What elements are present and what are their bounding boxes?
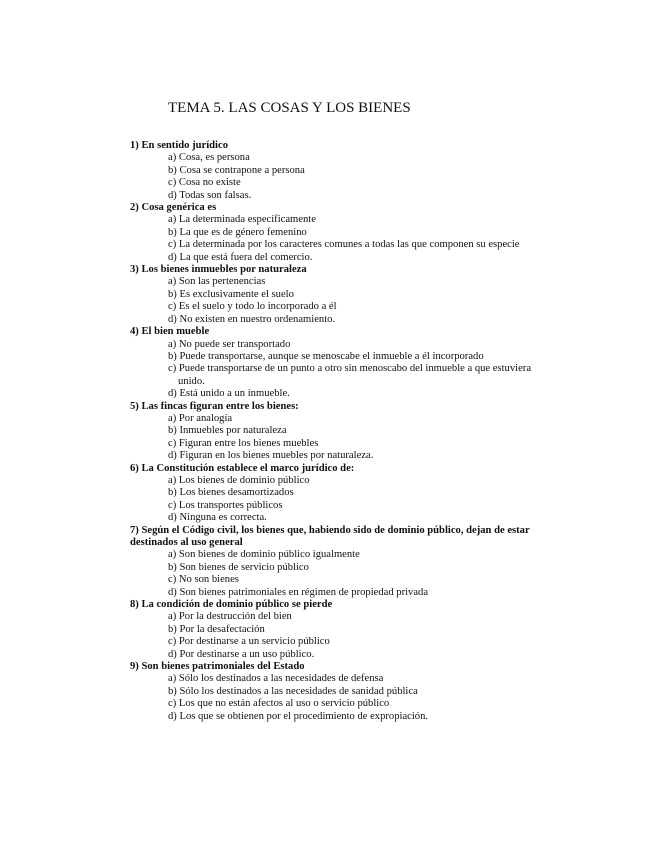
answer-option-c: c) Los que no están afectos al uso o servicio público — [168, 698, 390, 710]
answer-option-c: c) Puede transportarse de un punto a otro sin menoscabo del inmueble a que estuviera unido. — [168, 363, 532, 387]
question-text: 9) Son bienes patrimoniales del Estado — [130, 661, 305, 673]
answer-option-c: c) La determinada por los caracteres comunes a todas las que componen su especie — [168, 239, 520, 251]
answer-option-a: a) Cosa, es persona — [168, 152, 250, 164]
answer-option-a: a) Por analogía — [168, 412, 233, 424]
answer-option-a: a) Los bienes de dominio público — [168, 474, 310, 486]
answer-option-a: a) Por la destrucción del bien — [168, 611, 292, 623]
answer-option-c: c) Cosa no existe — [168, 177, 241, 189]
answer-option-c: c) Por destinarse a un servicio público — [168, 636, 330, 648]
question-text: 6) La Constitución establece el marco jurídico de: — [130, 462, 355, 474]
page-title: TEMA 5. LAS COSAS Y LOS BIENES — [168, 100, 411, 116]
question-text: 3) Los bienes inmuebles por naturaleza — [130, 264, 307, 276]
question-3 — [130, 264, 550, 326]
question-7 — [130, 525, 550, 599]
answer-option-b: b) Inmuebles por naturaleza — [168, 425, 287, 437]
question-2 — [130, 202, 550, 264]
question-text: 1) En sentido jurídico — [130, 140, 229, 151]
answer-option-b: b) Sólo los destinados a las necesidades de sanidad pública — [168, 685, 418, 697]
answer-option-b: b) Por la desafectación — [168, 623, 265, 635]
question-text: 8) La condición de dominio público se pierde — [130, 599, 333, 611]
answer-option-a: a) Son las pertenencias — [168, 276, 266, 288]
answer-option-d: d) Son bienes patrimoniales en régimen de propiedad privada — [168, 586, 429, 598]
answer-option-d: d) No existen en nuestro ordenamiento. — [168, 313, 336, 325]
question-9 — [130, 661, 550, 723]
answer-option-b: b) Puede transportarse, aunque se menoscabe el inmueble a él incorporado — [168, 350, 484, 362]
question-6 — [130, 463, 550, 525]
answer-option-a: a) La determinada específicamente — [168, 214, 316, 226]
answer-option-c: c) No son bienes — [168, 574, 239, 586]
answer-option-d: d) Los que se obtienen por el procedimiento de expropiación. — [168, 710, 429, 722]
answer-option-b: b) Cosa se contrapone a persona — [168, 164, 305, 176]
answer-option-a: a) No puede ser transportado — [168, 338, 291, 350]
question-1 — [130, 140, 550, 202]
answer-option-d: d) Todas son falsas. — [168, 189, 252, 201]
question-text: 4) El bien mueble — [130, 326, 210, 338]
answer-option-a: a) Son bienes de dominio público igualmente — [168, 549, 360, 561]
answer-option-c: c) Los transportes públicos — [168, 499, 283, 511]
answer-option-d: d) Por destinarse a un uso público. — [168, 648, 315, 660]
question-5 — [130, 401, 550, 463]
question-text: 7) Según el Código civil, los bienes que, habiendo sido de dominio público, dejan de estar destinados al uso general — [130, 524, 530, 548]
answer-option-d: d) Ninguna es correcta. — [168, 512, 267, 524]
question-8 — [130, 599, 550, 661]
answer-option-d: d) Está unido a un inmueble. — [168, 388, 290, 400]
answer-option-b: b) Son bienes de servicio público — [168, 561, 309, 573]
answer-option-c: c) Es el suelo y todo lo incorporado a él — [168, 301, 337, 313]
answer-option-b: b) Es exclusivamente el suelo — [168, 288, 294, 300]
question-text: 2) Cosa genérica es — [130, 202, 217, 214]
question-4 — [130, 326, 550, 400]
answer-option-d: d) Figuran en los bienes muebles por naturaleza. — [168, 450, 374, 462]
question-list — [130, 140, 550, 723]
answer-option-b: b) La que es de género femenino — [168, 226, 307, 238]
answer-option-b: b) Los bienes desamortizados — [168, 487, 294, 499]
question-text: 5) Las fincas figuran entre los bienes: — [130, 400, 299, 412]
answer-option-d: d) La que está fuera del comercio. — [168, 251, 313, 263]
answer-option-a: a) Sólo los destinados a las necesidades de defensa — [168, 673, 384, 685]
answer-option-c: c) Figuran entre los bienes muebles — [168, 437, 319, 449]
